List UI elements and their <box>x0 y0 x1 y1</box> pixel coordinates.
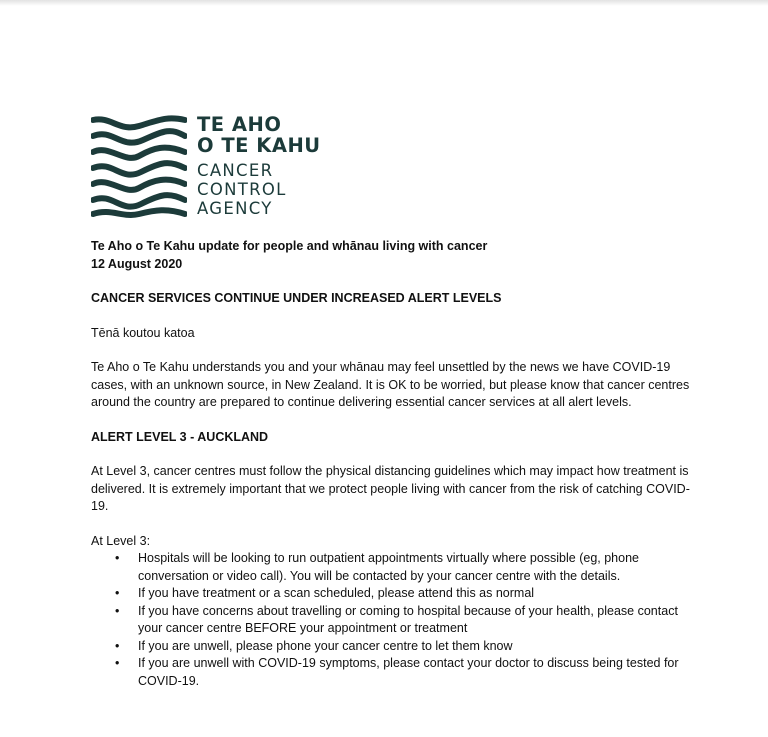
woven-waves-logo-icon <box>91 114 187 218</box>
list-item-text: Hospitals will be looking to run outpatient appointments virtually where possible (eg, phone conversation or video call). You will be contacted by your cancer centre with the details. <box>138 551 639 583</box>
document-date: 12 August 2020 <box>91 256 183 271</box>
list-item-text: If you have treatment or a scan scheduled, please attend this as normal <box>138 586 535 600</box>
page-top-shadow <box>0 0 768 6</box>
list-item <box>111 550 691 585</box>
agency-logo <box>91 114 331 220</box>
intro-paragraph: Te Aho o Te Kahu understands you and your whānau may feel unsettled by the news we have COVID-19 cases, with an unknown source, in New Zealand. It is OK to be worried, but please know that cancer centres around the country are prepared to continue delivering essential cancer services at all alert levels. <box>91 360 690 409</box>
list-item <box>111 638 691 656</box>
logo-line-cancer: CANCER <box>197 161 274 180</box>
section-paragraph: At Level 3, cancer centres must follow the physical distancing guidelines which may impact how treatment is delivered. It is extremely important that we protect people living with cancer from the risk of catching COVID-19. <box>91 464 690 513</box>
section-heading: ALERT LEVEL 3 - AUCKLAND <box>91 429 269 444</box>
bullet-icon: • <box>115 586 120 600</box>
list-item <box>111 585 691 603</box>
list-item <box>111 655 691 690</box>
list-item-text: If you have concerns about travelling or coming to hospital because of your health, please contact your cancer centre BEFORE your appointment or treatment <box>138 603 678 635</box>
main-heading: CANCER SERVICES CONTINUE UNDER INCREASED ALERT LEVELS <box>91 291 502 305</box>
bullet-icon: • <box>115 603 120 618</box>
list-item-text: If you are unwell, please phone your cancer centre to let them know <box>138 638 513 653</box>
bullet-icon: • <box>115 551 120 565</box>
logo-line-agency: AGENCY <box>197 199 273 218</box>
document-title: Te Aho o Te Kahu update for people and whānau living with cancer <box>91 239 488 253</box>
logo-line-o-te-kahu: O TE KAHU <box>197 134 321 157</box>
document-body <box>91 238 691 690</box>
greeting: Tēnā koutou katoa <box>91 325 195 340</box>
bullet-icon: • <box>115 638 120 653</box>
bullet-icon: • <box>115 656 120 670</box>
list-item-text: If you are unwell with COVID-19 symptoms, please contact your doctor to discuss being tested for COVID-19. <box>138 656 679 688</box>
logo-line-te-aho: TE AHO <box>197 113 282 136</box>
bullet-list <box>91 550 691 690</box>
list-item <box>111 603 691 638</box>
list-intro: At Level 3: <box>91 533 151 548</box>
logo-wordmark <box>197 114 321 218</box>
logo-line-control: CONTROL <box>197 180 287 199</box>
